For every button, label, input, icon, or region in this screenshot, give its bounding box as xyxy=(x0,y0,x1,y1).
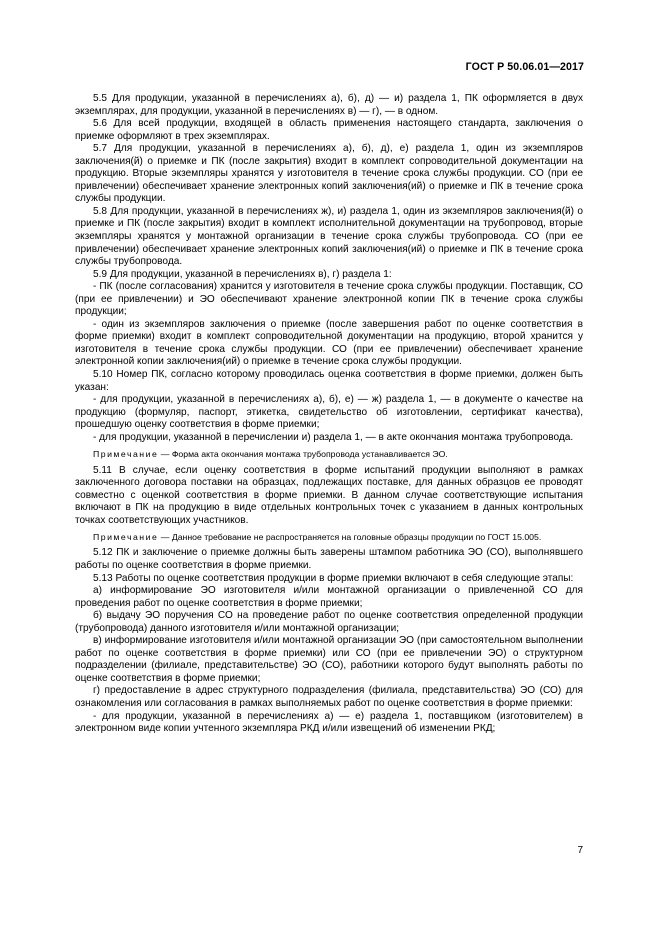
note-label: Примечание xyxy=(93,449,159,460)
document-header: ГОСТ Р 50.06.01—2017 xyxy=(465,61,584,73)
paragraph-5-9: 5.9 Для продукции, указанной в перечислениях в), г) раздела 1: xyxy=(93,268,392,280)
list-item-5-10-2: - для продукции, указанной в перечислении и) раздела 1, — в акте окончания монтажа трубопровода. xyxy=(93,431,574,443)
paragraph-5-6: 5.6 Для всей продукции, входящей в область применения настоящего стандарта, заключения о приемке оформляют в трех экземплярах. xyxy=(75,118,583,142)
note-1 xyxy=(75,449,583,460)
list-item-5-13-b: б) выдачу ЭО поручения СО на проведение работ по оценке соответствия определенной продукции (трубопровода) данного изготовителя и/или монтажной организации; xyxy=(75,610,583,634)
note-label: Примечание xyxy=(93,532,159,543)
paragraph-5-7: 5.7 Для продукции, указанной в перечислениях а), б), д), е) раздела 1, один из экземпляров заключения(й) о приемке и ПК (после закрытия) входит в комплект сопроводительной документации на продукцию. Вторые экземпляры хранятся у изготовителя в течение срока службы продукции. СО (при ее привлечении) обеспечивает хранение электронных копий заключения(ий) о приемке и ПК в течение срока службы продукции. xyxy=(75,143,583,205)
list-item-5-13-g-1: - для продукции, указанной в перечислениях а) — е) раздела 1, поставщиком (изготовителем) в электронном виде копии учтенного экземпляра РКД и/или извещений об изменении РКД; xyxy=(75,710,583,735)
page-number: 7 xyxy=(577,845,583,856)
list-item-5-13-a: а) информирование ЭО изготовителя и/или монтажной организации о привлеченной СО для проведения работ по оценке соответствия в форме приемки; xyxy=(75,585,583,609)
note-2 xyxy=(75,532,583,543)
paragraph-5-11: 5.11 В случае, если оценку соответствия в форме испытаний продукции выполняют в рамках заключенного договора поставки на образцах, подлежащих поставке, для данных образцов ее проводят совместно с оценкой соответствия в форме приемки. В данном случае соответствующие испытания включают в ПК на продукцию в виде отдельных контрольных точек с указанием в данных контрольных точках соответствующих участников. xyxy=(75,464,583,526)
paragraph-5-8: 5.8 Для продукции, указанной в перечислениях ж), и) раздела 1, один из экземпляров заключения(й) о приемке и ПК (после закрытия) входит в комплект исполнительной документации на трубопровод, вторые экземпляры хранятся у монтажной организации в течение срока службы трубопровода. СО (при ее привлечении) обеспечивает хранение электронных копий заключения(ий) о приемке и ПК в течение срока службы трубопровода. xyxy=(75,205,583,268)
list-item-5-10-1: - для продукции, указанной в перечислениях а), б), е) — ж) раздела 1, — в документе о качестве на продукцию (формуляр, паспорт, этикетка, свидетельство об изготовлении, сертификат качества), прошедшую оценку соответствия в форме приемки; xyxy=(75,394,583,431)
list-item-5-13-v: в) информирование изготовителя и/или монтажной организации ЭО (при самостоятельном выполнении работ по оценке соответствия в форме приемки) или СО (при ее привлечении ЭО) о структурном подразделении (филиале, представительстве) ЭО (СО), работники которого будут выполнять работы по оценке соответствия в форме приемки; xyxy=(75,635,583,684)
list-item-5-9-2: - один из экземпляров заключения о приемке (после завершения работ по оценке соответствия в форме приемки) входит в комплект сопроводительной документации на продукцию, второй хранится у изготовителя в течение срока службы продукции. СО (при ее привлечении) обеспечивает хранение электронной копии заключения(ий) о приемке в течение срока службы продукции. xyxy=(75,318,583,368)
list-item-5-9-1: - ПК (после согласования) хранится у изготовителя в течение срока службы продукции. Поставщик, СО (при ее привлечении) и ЭО обеспечивают хранение электронной копии ПК в течение срока службы продукции; xyxy=(75,281,583,318)
paragraph-5-12: 5.12 ПК и заключение о приемке должны быть заверены штампом работника ЭО (СО), выполнявшего работы по оценке соответствия в форме приемки. xyxy=(75,547,583,571)
note-text: — Форма акта окончания монтажа трубопровода устанавливается ЭО. xyxy=(160,449,448,460)
list-item-5-13-g: г) предоставление в адрес структурного подразделения (филиала, представительства) ЭО (СО) для ознакомления или согласования в рамках выполняемых работ по оценке соответствия в форме приемки: xyxy=(75,685,583,710)
paragraph-5-5: 5.5 Для продукции, указанной в перечислениях а), б), д) — и) раздела 1, ПК оформляется в двух экземплярах, для продукции, указанной в перечислениях в) — г), — в одном. xyxy=(75,93,583,117)
document-body xyxy=(75,93,583,736)
note-text: — Данное требование не распространяется на головные образцы продукции по ГОСТ 15.005. xyxy=(160,532,542,543)
paragraph-5-10: 5.10 Номер ПК, согласно которому проводилась оценка соответствия в форме приемки, должен быть указан: xyxy=(75,369,583,393)
paragraph-5-13: 5.13 Работы по оценке соответствия продукции в форме приемки включают в себя следующие этапы: xyxy=(93,572,574,584)
